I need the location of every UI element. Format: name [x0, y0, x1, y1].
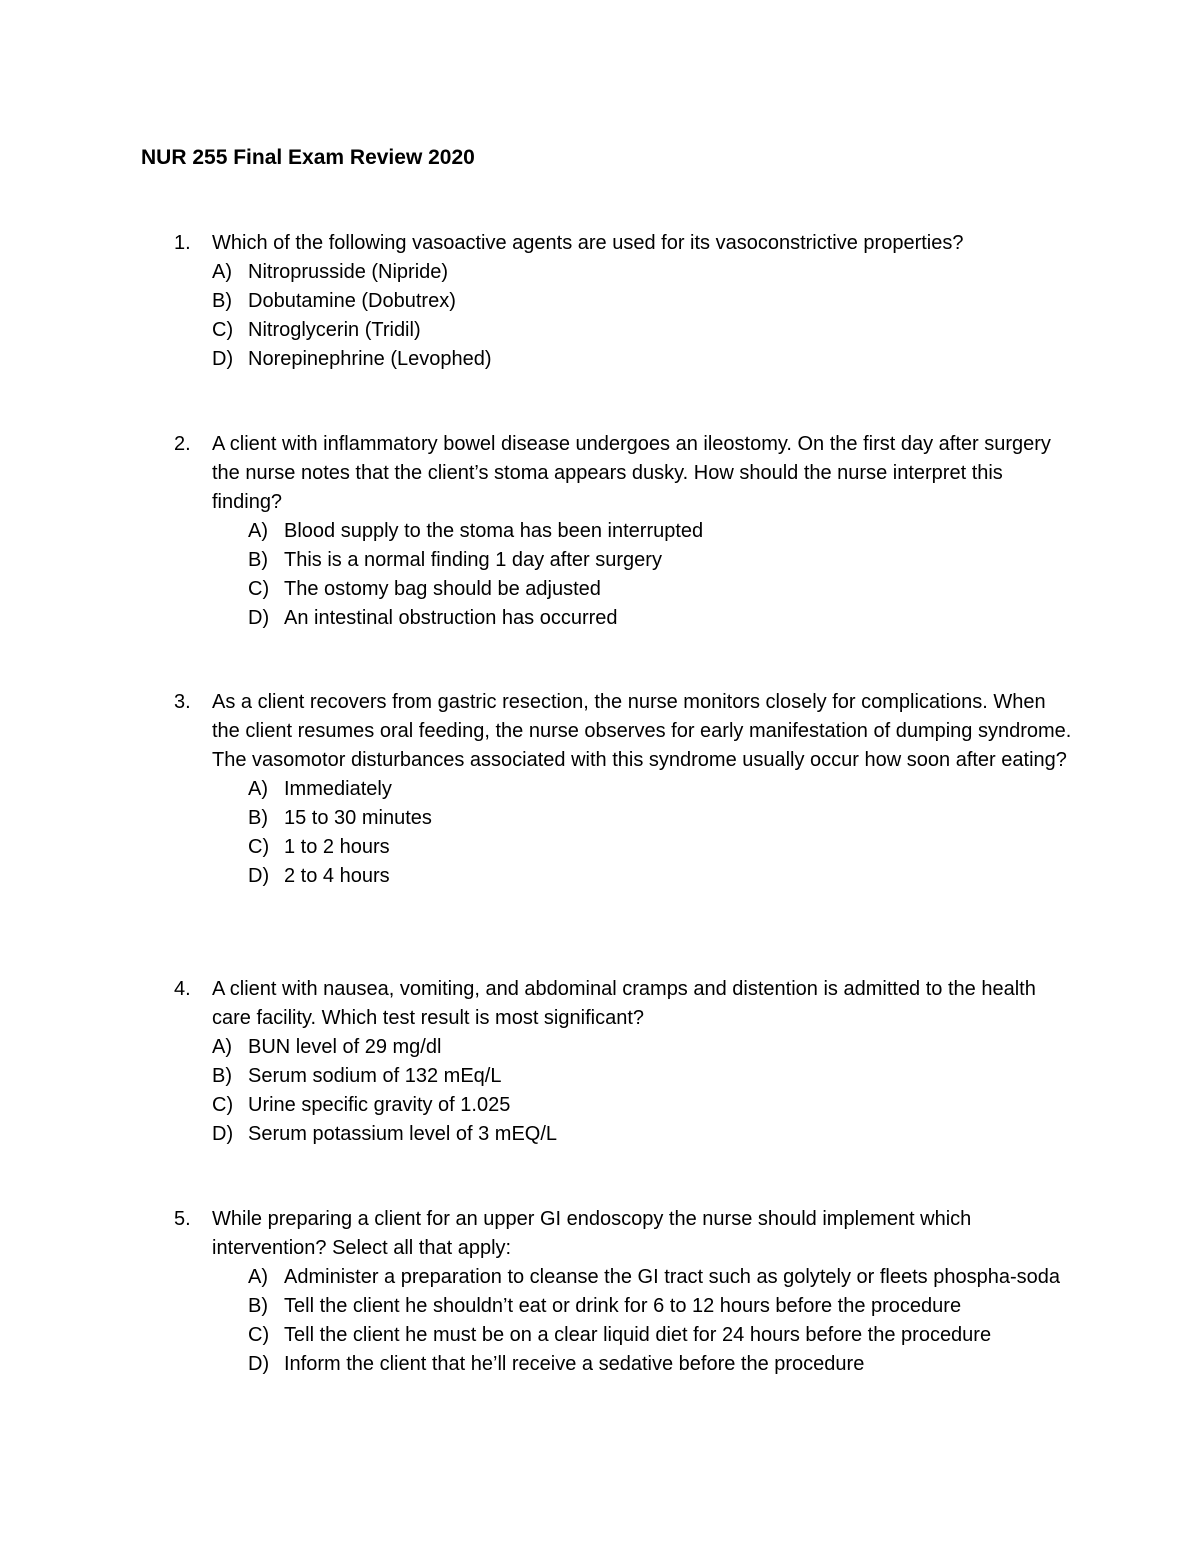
answer-option	[212, 1120, 1074, 1149]
option-letter: D)	[248, 1353, 270, 1375]
question-stem	[174, 688, 1074, 775]
question-number: 3.	[174, 691, 191, 713]
option-letter: B)	[212, 1065, 232, 1087]
answer-option	[248, 604, 1074, 633]
question-number: 4.	[174, 978, 191, 1000]
option-text: Blood supply to the stoma has been interrupted	[284, 520, 704, 542]
question-stem	[174, 975, 1074, 1033]
option-text: 2 to 4 hours	[284, 865, 390, 887]
answer-option	[248, 575, 1074, 604]
answer-option	[212, 1062, 1074, 1091]
question-stem	[174, 1205, 1074, 1263]
option-letter: D)	[248, 865, 270, 887]
question-2	[174, 430, 1074, 633]
option-letter: A)	[212, 1036, 232, 1058]
option-text: Norepinephrine (Levophed)	[248, 348, 492, 370]
option-letter: B)	[212, 290, 232, 312]
answer-option	[212, 345, 1074, 374]
option-text: This is a normal finding 1 day after surgery	[284, 549, 662, 571]
option-letter: C)	[248, 1324, 270, 1346]
question-number: 1.	[174, 232, 191, 254]
question-4	[174, 975, 1074, 1149]
option-text: 15 to 30 minutes	[284, 807, 432, 829]
answer-option	[248, 775, 1074, 804]
question-text: As a client recovers from gastric resection, the nurse monitors closely for complications. When the client resumes oral feeding, the nurse observes for early manifestation of dumping syndrome. The vasomotor disturbances associated with this syndrome usually occur how soon after eating?	[212, 691, 1072, 771]
option-text: An intestinal obstruction has occurred	[284, 607, 618, 629]
option-text: Serum potassium level of 3 mEQ/L	[248, 1123, 558, 1145]
option-text: Dobutamine (Dobutrex)	[248, 290, 456, 312]
question-stem	[174, 229, 1074, 258]
question-5	[174, 1205, 1074, 1379]
answer-option	[248, 1292, 1074, 1321]
option-text: Immediately	[284, 778, 392, 800]
question-1	[174, 229, 1074, 374]
answer-option	[212, 1033, 1074, 1062]
option-text: The ostomy bag should be adjusted	[284, 578, 601, 600]
answer-option	[248, 862, 1074, 891]
option-letter: C)	[248, 578, 270, 600]
option-letter: D)	[212, 348, 234, 370]
answer-option	[248, 804, 1074, 833]
option-letter: A)	[248, 520, 268, 542]
answer-options	[248, 1263, 1074, 1379]
answer-option	[248, 1263, 1074, 1292]
option-text: Inform the client that he’ll receive a sedative before the procedure	[284, 1353, 865, 1375]
answer-option	[212, 1091, 1074, 1120]
answer-option	[212, 287, 1074, 316]
question-stem	[174, 430, 1074, 517]
option-letter: B)	[248, 807, 268, 829]
option-letter: A)	[212, 261, 232, 283]
question-text: Which of the following vasoactive agents are used for its vasoconstrictive properties?	[212, 232, 964, 254]
option-letter: A)	[248, 778, 268, 800]
option-letter: B)	[248, 549, 268, 571]
answer-option	[248, 1350, 1074, 1379]
question-number: 5.	[174, 1208, 191, 1230]
option-letter: A)	[248, 1266, 268, 1288]
answer-option	[248, 1321, 1074, 1350]
answer-option	[248, 833, 1074, 862]
answer-options	[212, 1033, 1074, 1149]
option-letter: D)	[212, 1123, 234, 1145]
question-text: A client with inflammatory bowel disease undergoes an ileostomy. On the first day after surgery the nurse notes that the client’s stoma appears dusky. How should the nurse interpret this finding?	[212, 433, 1051, 513]
question-text: A client with nausea, vomiting, and abdominal cramps and distention is admitted to the health care facility. Which test result is most significant?	[212, 978, 1036, 1029]
option-letter: C)	[212, 319, 234, 341]
answer-option	[212, 258, 1074, 287]
document-title: NUR 255 Final Exam Review 2020	[141, 146, 475, 169]
question-text: While preparing a client for an upper GI endoscopy the nurse should implement which intervention? Select all that apply:	[212, 1208, 972, 1259]
answer-options	[248, 517, 1074, 633]
option-letter: D)	[248, 607, 270, 629]
answer-options	[212, 258, 1074, 374]
option-text: Tell the client he must be on a clear liquid diet for 24 hours before the procedure	[284, 1324, 992, 1346]
option-text: Nitroprusside (Nipride)	[248, 261, 449, 283]
option-text: BUN level of 29 mg/dl	[248, 1036, 442, 1058]
question-3	[174, 688, 1074, 891]
option-letter: B)	[248, 1295, 268, 1317]
question-number: 2.	[174, 433, 191, 455]
option-letter: C)	[212, 1094, 234, 1116]
option-text: Administer a preparation to cleanse the GI tract such as golytely or fleets phospha-soda	[284, 1266, 1060, 1288]
answer-options	[248, 775, 1074, 891]
answer-option	[212, 316, 1074, 345]
option-text: 1 to 2 hours	[284, 836, 390, 858]
option-text: Tell the client he shouldn’t eat or drink for 6 to 12 hours before the procedure	[284, 1295, 962, 1317]
option-letter: C)	[248, 836, 270, 858]
answer-option	[248, 517, 1074, 546]
option-text: Nitroglycerin (Tridil)	[248, 319, 421, 341]
option-text: Urine specific gravity of 1.025	[248, 1094, 511, 1116]
option-text: Serum sodium of 132 mEq/L	[248, 1065, 502, 1087]
answer-option	[248, 546, 1074, 575]
